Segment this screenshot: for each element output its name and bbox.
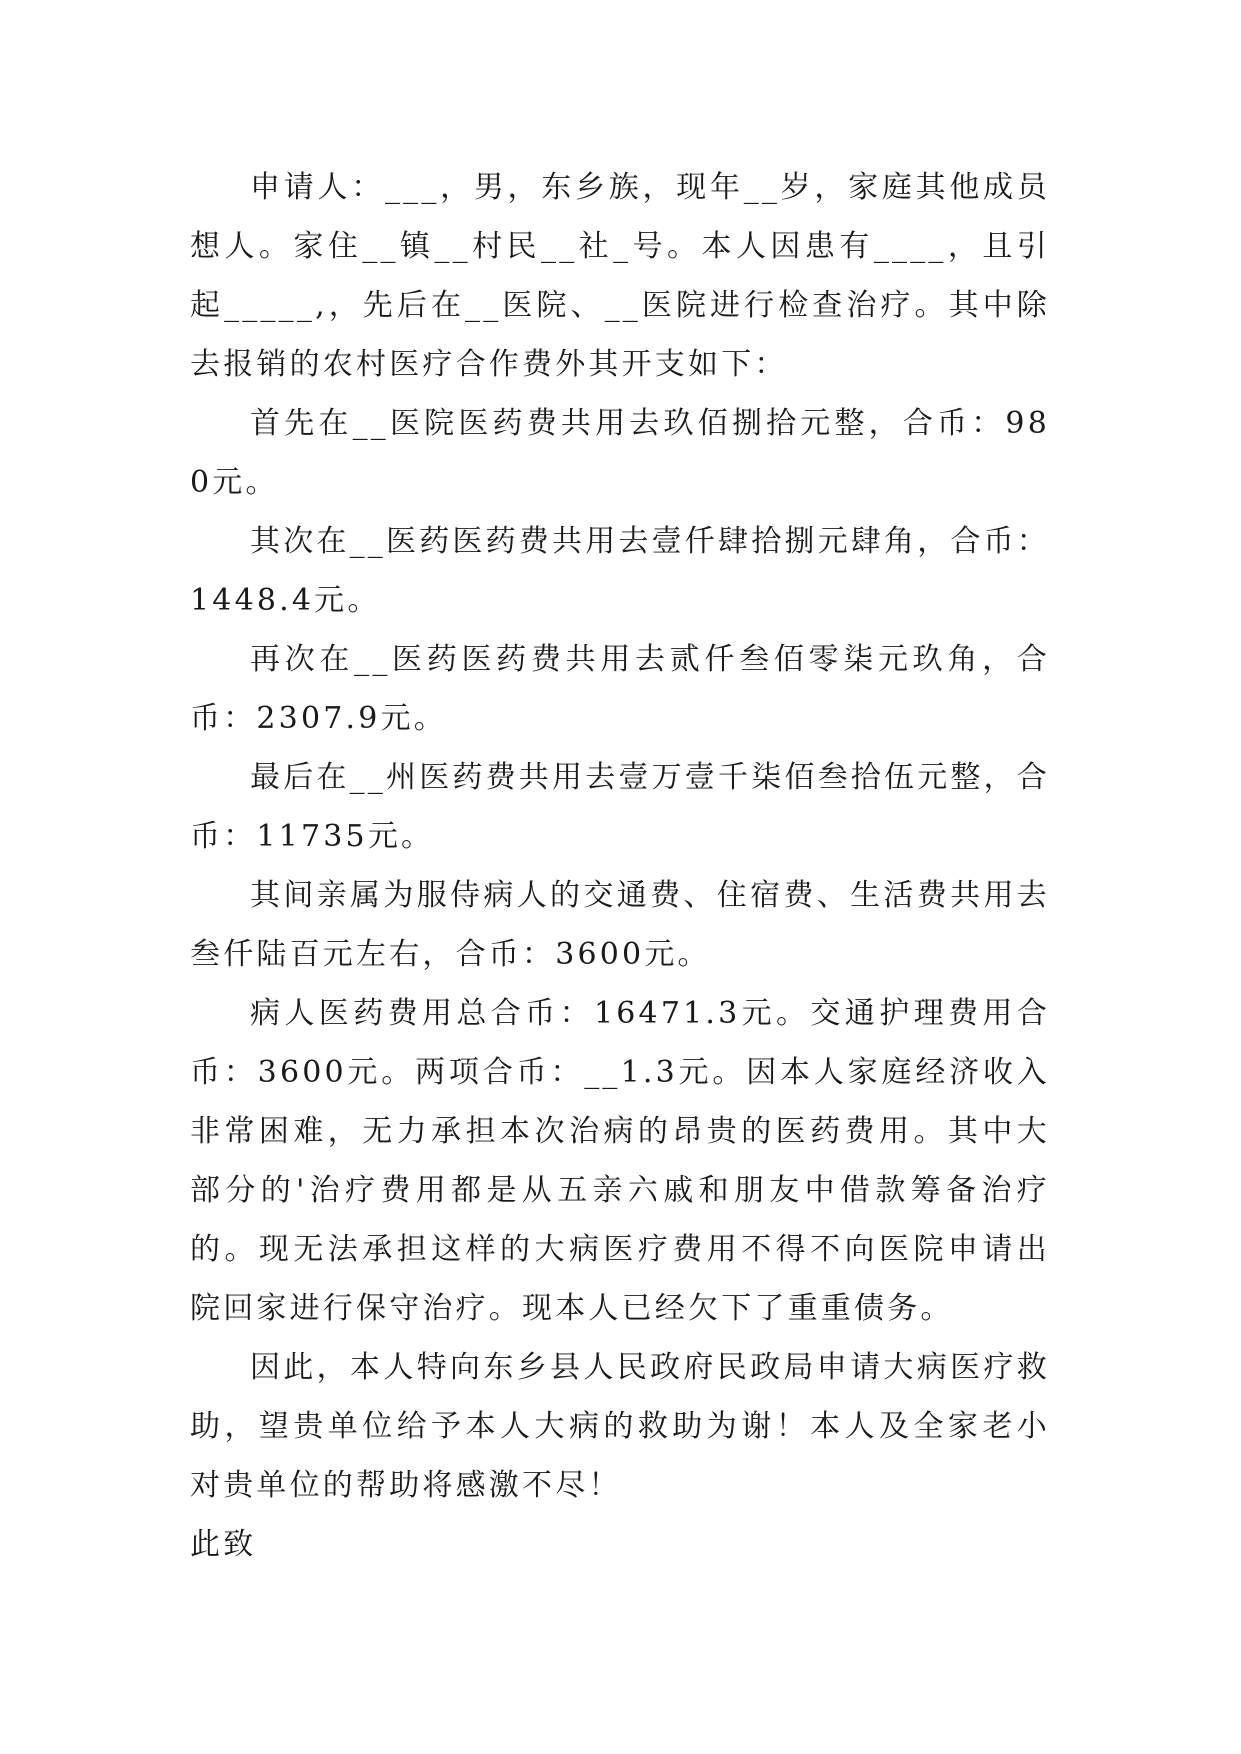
paragraph-final-expense: 最后在__州医药费共用去壹万壹千柒佰叁拾伍元整，合币：11735元。 <box>190 760 1050 854</box>
paragraph-applicant-info: 申请人：___，男，东乡族，现年__岁，家庭其他成员想人。家住__镇__村民__社_号。本人因患有____，且引起_____,，先后在__医院、__医院进行检查治疗。其中除去报销的农村医疗合作费外其开支如下： <box>190 170 1050 382</box>
document-body <box>190 158 1050 1574</box>
paragraph-third-expense: 再次在__医药医药费共用去贰仟叁佰零柒元玖角，合币：2307.9元。 <box>190 642 1050 736</box>
closing-salutation: 此致 <box>190 1527 257 1562</box>
paragraph-family-expense: 其间亲属为服侍病人的交通费、住宿费、生活费共用去叁仟陆百元左右，合币：3600元。 <box>190 878 1050 972</box>
paragraph-first-expense: 首先在__医院医药费共用去玖佰捌拾元整，合币：980元。 <box>190 406 1050 500</box>
paragraph-second-expense: 其次在__医药医药费共用去壹仟肆拾捌元肆角，合币：1448.4元。 <box>190 524 1050 618</box>
paragraph-request: 因此，本人特向东乡县人民政府民政局申请大病医疗救助，望贵单位给予本人大病的救助为谢！本人及全家老小对贵单位的帮助将感激不尽！ <box>190 1350 1050 1503</box>
paragraph-total-expense: 病人医药费用总合币：16471.3元。交通护理费用合币：3600元。两项合币：__1.3元。因本人家庭经济收入非常困难，无力承担本次治病的昂贵的医药费用。其中大部分的'治疗费用都是从五亲六戚和朋友中借款筹备治疗的。现无法承担这样的大病医疗费用不得不向医院申请出院回家进行保守治疗。现本人已经欠下了重重债务。 <box>190 996 1050 1326</box>
